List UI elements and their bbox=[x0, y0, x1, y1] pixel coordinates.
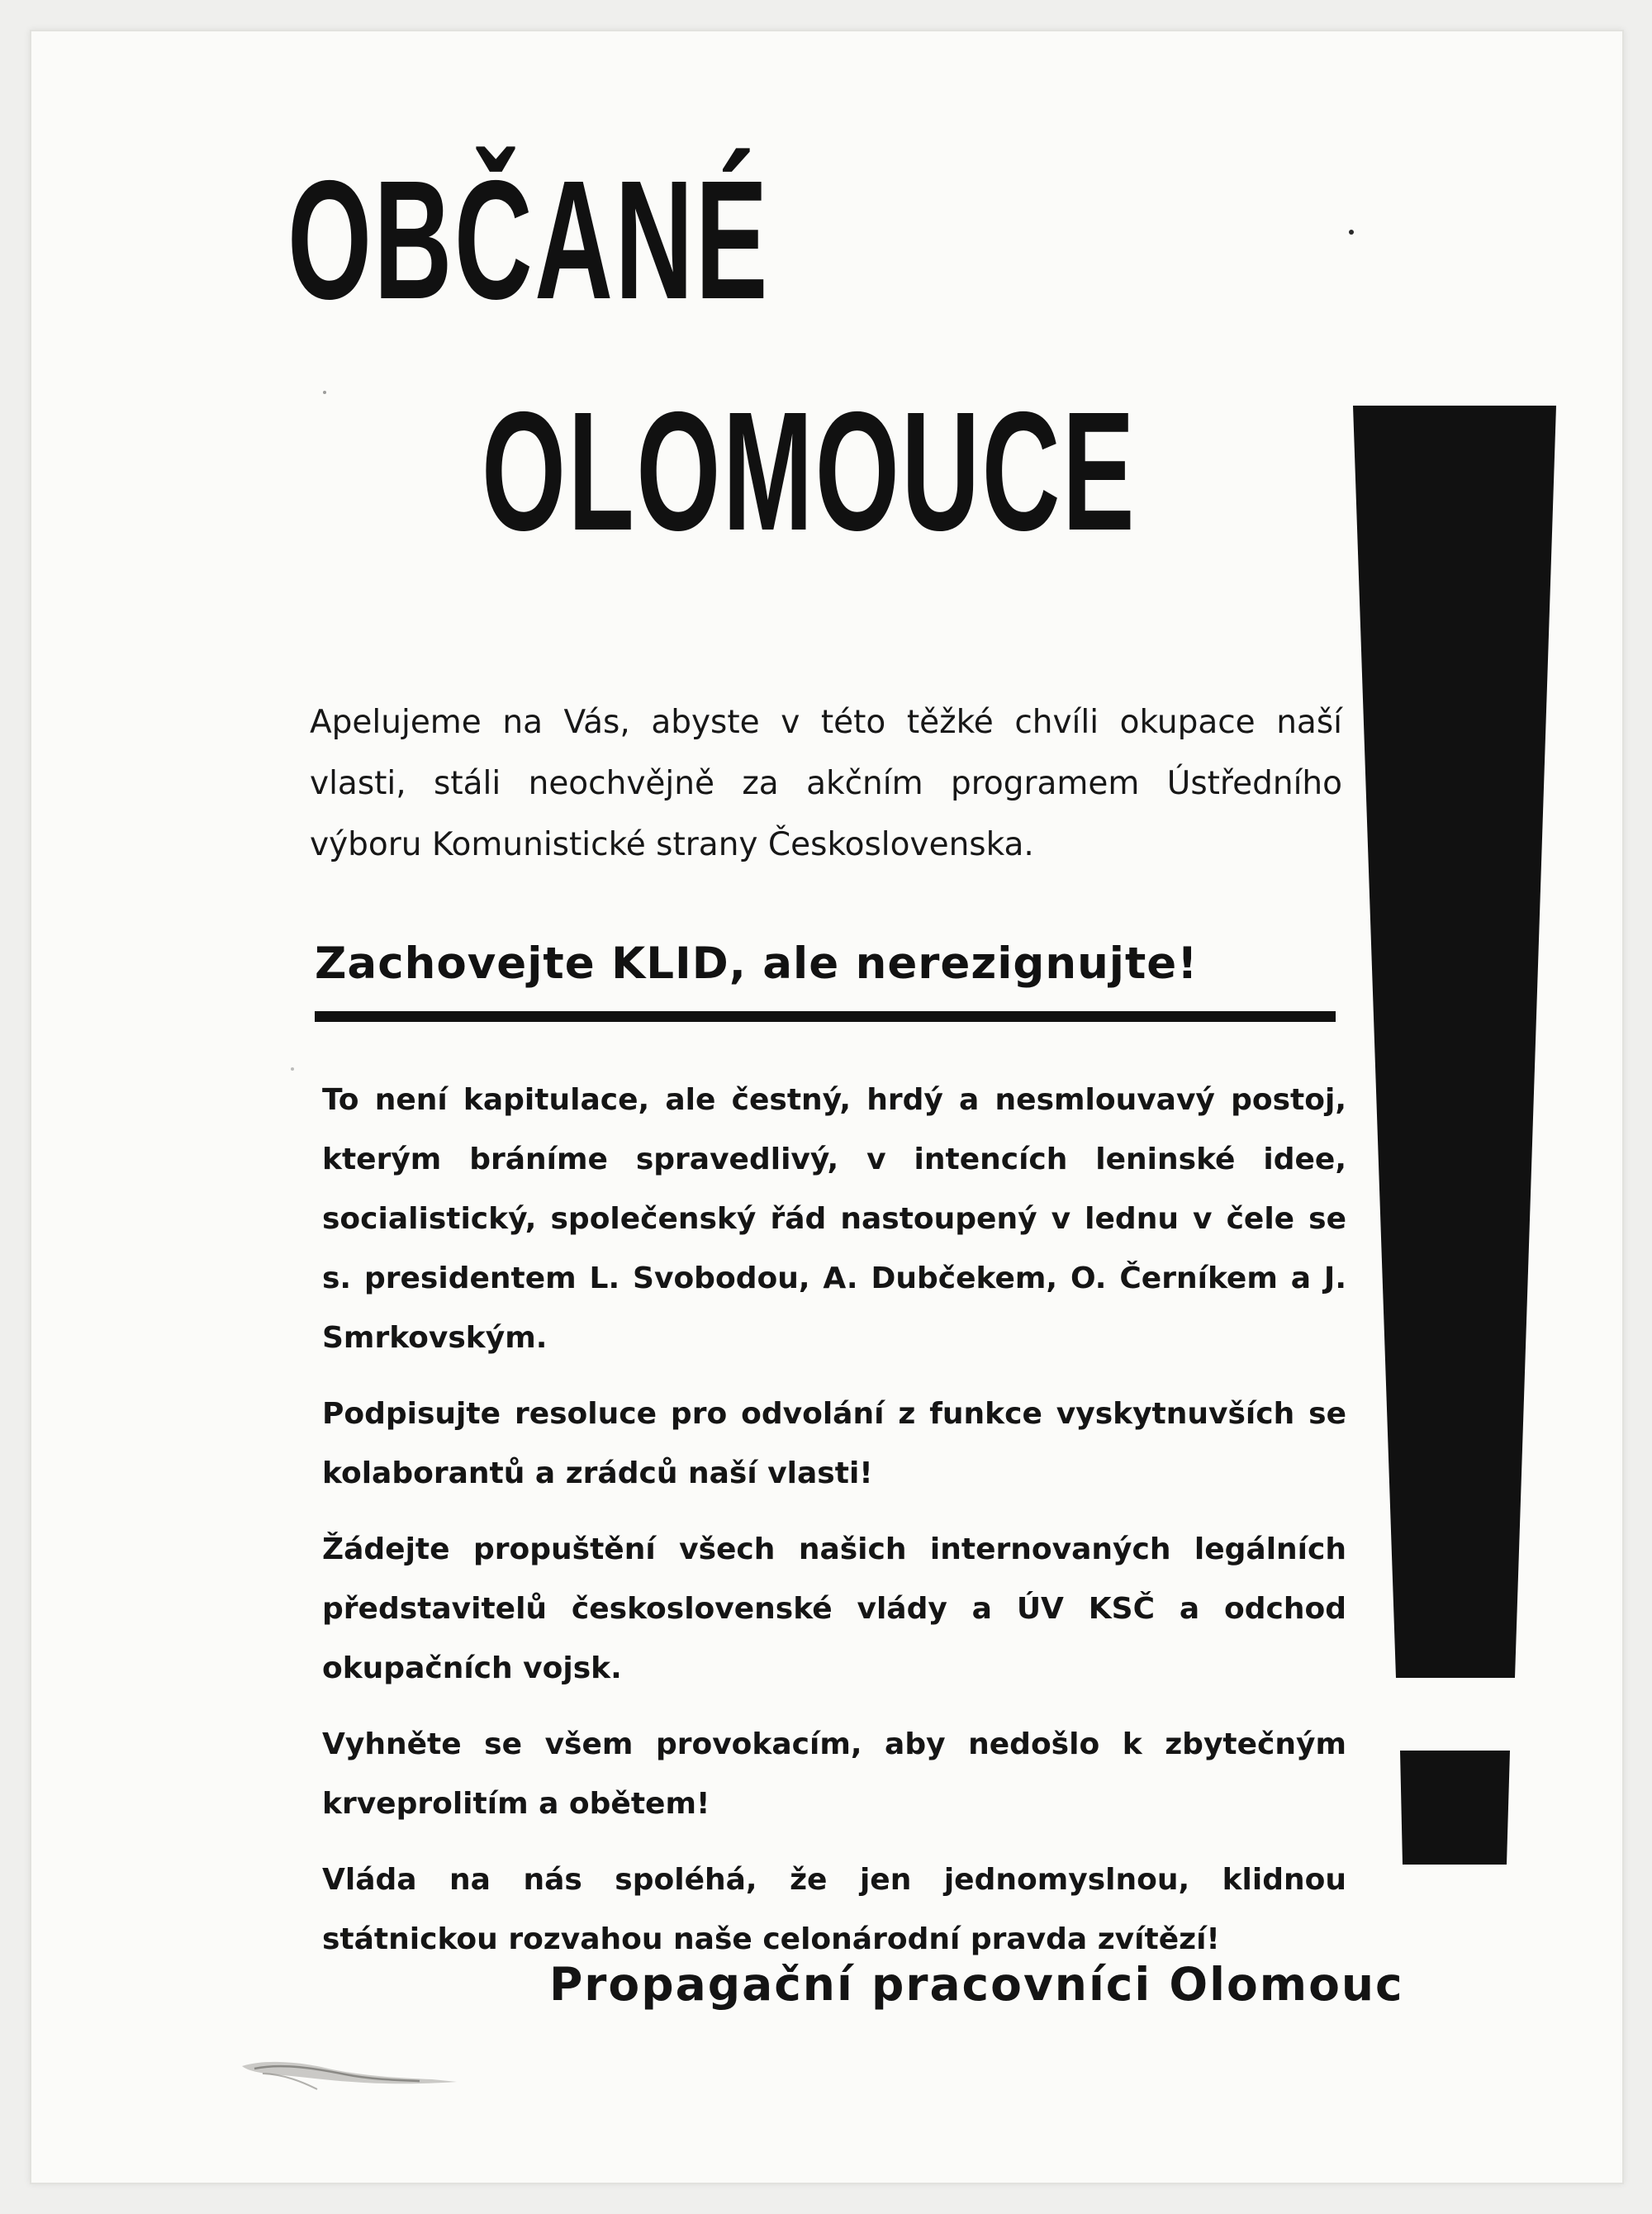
ink-speck bbox=[323, 391, 326, 394]
poster-sheet bbox=[30, 30, 1624, 2184]
slogan-block bbox=[315, 931, 1336, 1022]
paragraph-3: Žádejte propuštění všech našich internovaných legálních představitelů československé vlády a ÚV KSČ a odchod okupačních vojsk. bbox=[322, 1532, 1346, 1685]
headline-line-1: OBČANÉ bbox=[287, 145, 770, 335]
headline-line-2: OLOMOUCE bbox=[482, 377, 1137, 566]
paragraph-2: Podpisujte resoluce pro odvolání z funkce vyskytnuvších se kolaborantů a zrádců naší vlasti! bbox=[322, 1397, 1346, 1490]
body-text bbox=[322, 1071, 1346, 1969]
paragraph-4: Vyhněte se všem provokacím, aby nedošlo k zbytečným krveprolitím a obětem! bbox=[322, 1727, 1346, 1821]
paragraph-1: To není kapitulace, ale čestný, hrdý a nesmlouvavý postoj, kterým bráníme spravedlivý, v intencích leninské idee, socialistický, společenský řád nastoupený v lednu v čele se s. presidentem L. Svobodou, A. Dubčekem, O. Černíkem a J. Smrkovským. bbox=[322, 1083, 1346, 1355]
exclamation-mark-icon bbox=[1353, 406, 1556, 1865]
ink-speck bbox=[291, 1067, 294, 1071]
paper-smudge bbox=[238, 2043, 469, 2109]
intro-paragraph: Apelujeme na Vás, abyste v této těžké chvíli okupace naší vlasti, stáli neochvějně za akčním programem Ústředního výboru Komunistické strany Československa. bbox=[310, 704, 1342, 863]
paragraph-5: Vláda na nás spoléhá, že jen jednomyslnou, klidnou státnickou rozvahou naše celonárodní pravda zvítězí! bbox=[322, 1863, 1346, 1956]
signature: Propagační pracovníci Olomouc bbox=[549, 1958, 1404, 2011]
slogan-underline bbox=[315, 1011, 1336, 1022]
ink-speck bbox=[1349, 230, 1354, 235]
slogan-text: Zachovejte KLID, ale nerezignujte! bbox=[315, 938, 1199, 989]
